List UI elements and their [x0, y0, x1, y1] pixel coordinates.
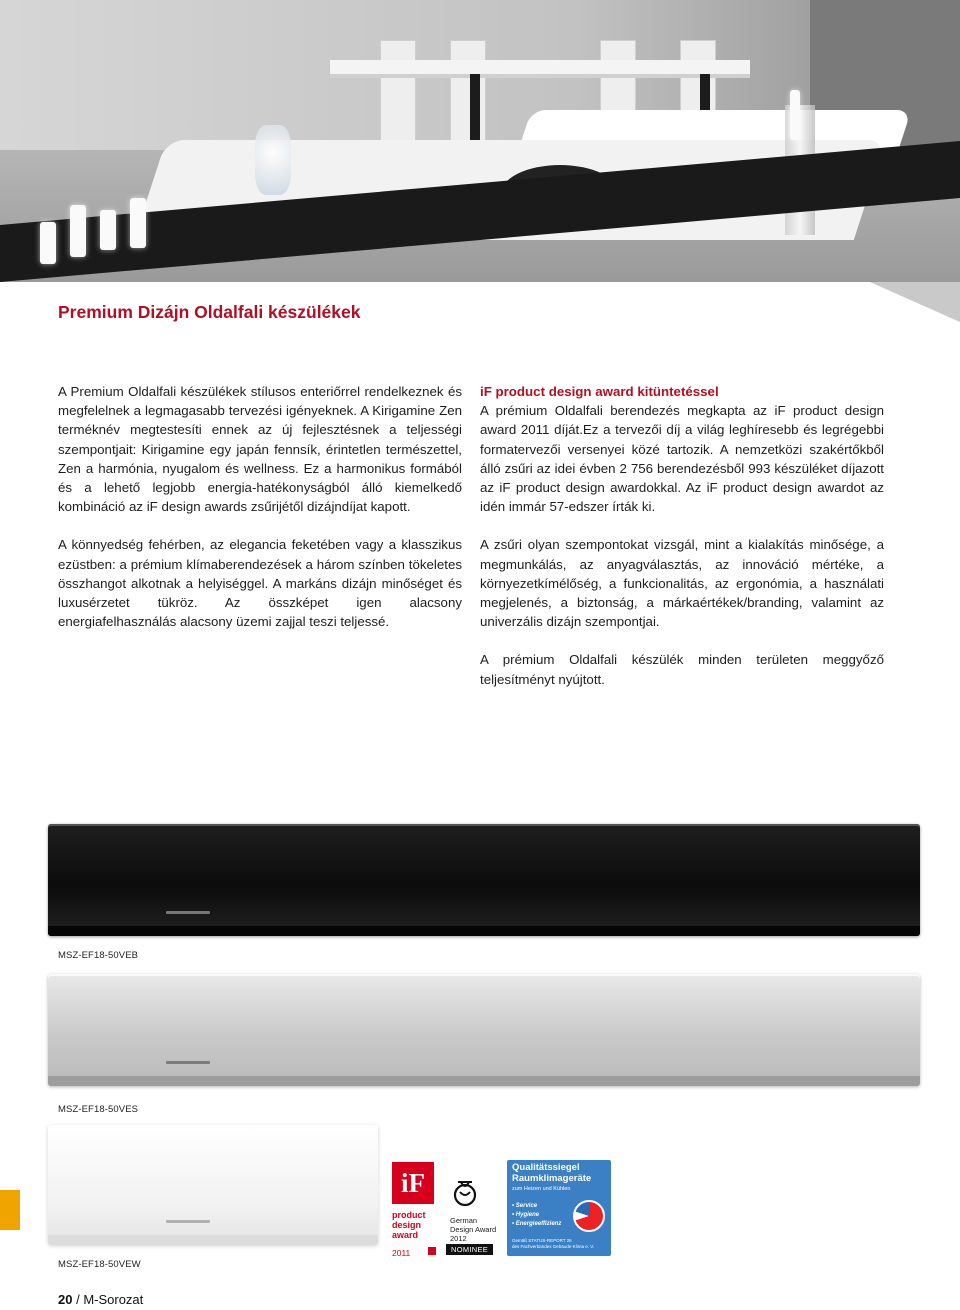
- left-text-column: [58, 382, 462, 650]
- air-vent: [48, 1235, 378, 1245]
- footer-section: M-Sorozat: [83, 1292, 144, 1307]
- air-vent: [48, 926, 920, 936]
- hero-candle: [130, 198, 146, 248]
- body-paragraph: A Premium Oldalfali készülékek stílusos enteriőrrel rendelkeznek és megfelelnek a legmagasabb tervezési igényeknek. A Kirigamine Zen terméknév megtestesíti ennek az új fejlesztésnek a teljességi szempontjait: Kirigamine egy japán fennsík, érintetlen természettel, Zen a harmónia, nyugalom és wellness. Ez a harmonikus formából és a lehető legjobb energia-hatékonyságból álló kiemelkedő kombináció az iF design awards zsűrijétől dizájndíjat kapott.: [58, 384, 462, 515]
- if-award-year: 2011: [392, 1248, 411, 1258]
- if-label-line: award: [392, 1230, 419, 1240]
- if-award-logo: iF: [392, 1162, 434, 1204]
- gda-line: Design Award: [450, 1225, 497, 1234]
- hero-interior-photo: [0, 0, 960, 282]
- ac-unit-white-image: [48, 1125, 378, 1245]
- page-number: 20: [58, 1292, 73, 1307]
- quality-seal-item: • Hygiene: [512, 1212, 540, 1218]
- quality-seal-footer-line: des Fachverbandes Gebäude-Klima e. V.: [512, 1244, 595, 1249]
- if-red-square: [428, 1247, 436, 1255]
- right-text-column: [480, 382, 884, 708]
- hero-glass-vase: [255, 125, 291, 195]
- ac-unit-silver-image: [48, 974, 920, 1086]
- gda-line: German: [450, 1216, 478, 1225]
- quality-seal-emblem-icon: [573, 1200, 605, 1232]
- model-label-silver: MSZ-EF18-50VES: [58, 1104, 139, 1115]
- brand-logo-mark: [166, 1061, 210, 1064]
- award-heading: iF product design award kitüntetéssel: [480, 384, 719, 399]
- body-paragraph: A prémium Oldalfali készülék minden területen meggyőző teljesítményt nyújtott.: [480, 652, 884, 687]
- quality-seal-subtitle: zum Heizen und Kühlen: [512, 1186, 571, 1192]
- quality-seal-footer-line: Gemäß STATUS-REPORT 26: [512, 1238, 572, 1243]
- quality-seal-footer: [512, 1238, 594, 1250]
- quality-seal-list: [512, 1202, 561, 1229]
- model-label-white: MSZ-EF18-50VEW: [58, 1259, 141, 1270]
- model-label-black: MSZ-EF18-50VEB: [58, 950, 139, 961]
- side-tab-marker: [0, 1190, 20, 1230]
- body-paragraph: A könnyedség fehérben, az elegancia feketében vagy a klasszikus ezüstben: a prémium klímaberendezések a három színben tökeletes összhangot alkotnak a helyiséggel. A markáns dizájn minőséget és luxusérzetet tükröz. Az összképet igen alacsony energiafelhasználás alacsony üzemi zajjal teszi teljessé.: [58, 537, 462, 630]
- body-paragraph: A zsűri olyan szempontokat vizsgál, mint a kialakítás minősége, a megmunkálás, az anyagválasztás, az innováció mértéke, a környezetkímélőség, a funkcionalitás, az ergonómia, a használati megjelenés, a biztonság, a márkaértékek/branding, valamint az univerzális dizájn szempontjai.: [480, 537, 884, 630]
- quality-seal-badge: [507, 1160, 611, 1256]
- if-label-line: design: [392, 1220, 422, 1230]
- gda-line: 2012: [450, 1234, 467, 1243]
- hero-candle: [790, 90, 800, 140]
- hero-candle: [100, 210, 116, 250]
- page-footer: [58, 1292, 143, 1307]
- ac-unit-black-image: [48, 824, 920, 936]
- brand-logo-mark: [166, 911, 210, 914]
- hero-dining-table: [330, 60, 750, 74]
- quality-seal-item: • Service: [512, 1203, 538, 1209]
- quality-seal-title: [512, 1162, 591, 1184]
- brand-logo-mark: [166, 1220, 210, 1223]
- body-paragraph: A prémium Oldalfali berendezés megkapta az iF product design award 2011 díját.Ez a tervezői díj a világ leghíresebb és legrégebbi formatervezői versenyei közé tartozik. A nemzetközi szakértőkből álló zsűri az idei évben 2 756 berendezésből 993 készüléket díjazott az iF product design awardokkal. Az iF product design awardot az idén immár 57-edszer írták ki.: [480, 403, 884, 515]
- if-label-line: product: [392, 1210, 426, 1220]
- if-award-label: [392, 1210, 426, 1240]
- footer-separator: /: [72, 1292, 84, 1307]
- german-design-award-icon: [452, 1178, 478, 1208]
- page-title: Premium Dizájn Oldalfali készülékek: [58, 302, 361, 322]
- quality-seal-title-line: Raumklimageräte: [512, 1173, 592, 1184]
- quality-seal-title-line: Qualitätssiegel: [512, 1162, 580, 1173]
- quality-seal-item: • Energieeffizienz: [512, 1221, 562, 1227]
- hero-candle: [70, 205, 86, 257]
- air-vent: [48, 1076, 920, 1086]
- nominee-badge: NOMINEE: [446, 1244, 493, 1255]
- german-design-award-text: [450, 1216, 496, 1243]
- hero-candle: [40, 222, 56, 264]
